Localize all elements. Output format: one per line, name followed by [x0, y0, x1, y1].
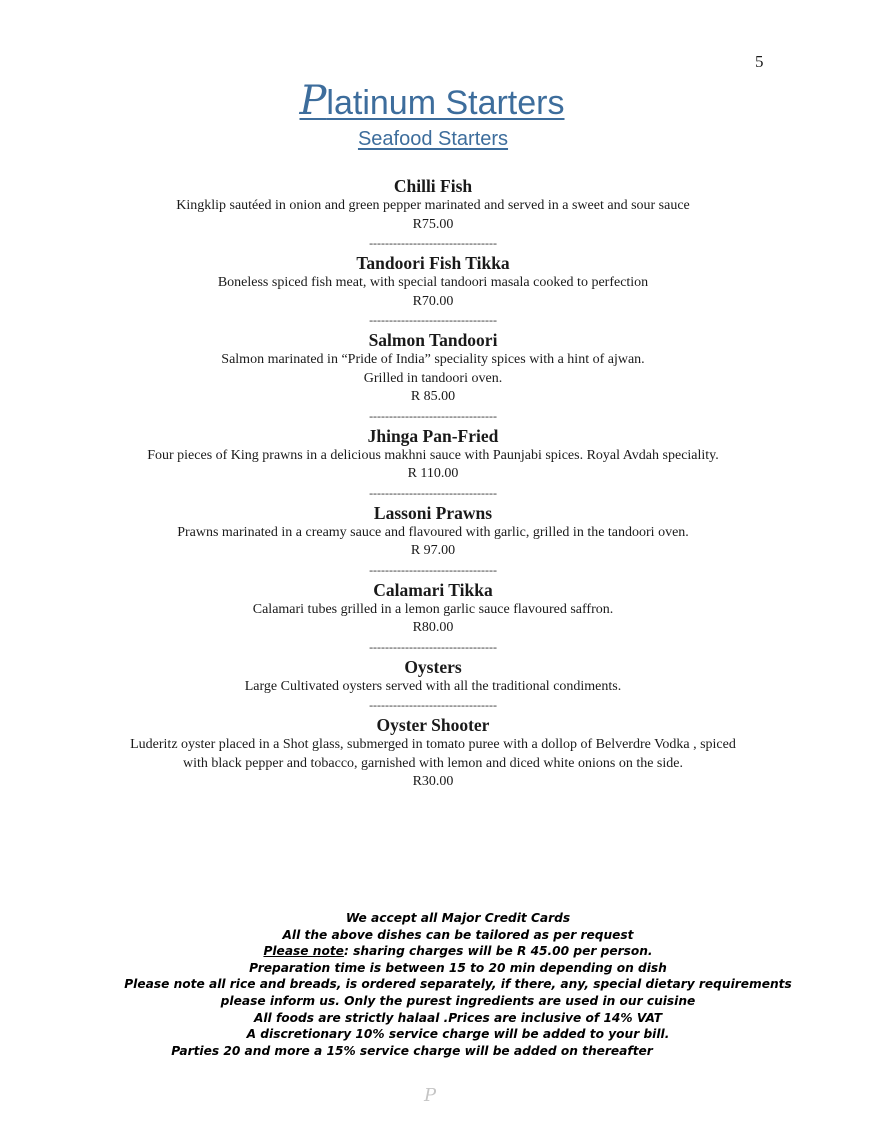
item-name: Jhinga Pan-Fried [367, 425, 499, 446]
item-description: Luderitz oyster placed in a Shot glass, submerged in tomato puree with a dollop of Belverdre Vodka , spiced [130, 737, 736, 752]
item-price: R 110.00 [407, 466, 459, 481]
footer-credit-cards: We accept all Major Credit Cards [345, 911, 571, 925]
item-description: Four pieces of King prawns in a delicious makhni sauce with Paunjabi spices. Royal Avdah speciality. [147, 447, 719, 463]
item-price: R 85.00 [410, 389, 456, 404]
item-name: Calamari Tikka [373, 579, 493, 600]
item-separator: -------------------------------- [369, 313, 497, 327]
page-title [299, 78, 564, 124]
menu-item [0, 714, 866, 792]
item-separator: -------------------------------- [369, 698, 497, 712]
footer-halaal: All foods are strictly halaal .Prices are inclusive of 14% VAT [253, 1010, 663, 1025]
item-description: Calamari tubes grilled in a lemon garlic sauce flavoured saffron. [252, 601, 614, 617]
title-block [0, 78, 870, 124]
menu-item [0, 252, 866, 329]
section-subtitle: Seafood Starters [357, 128, 509, 150]
item-name: Lassoni Prawns [373, 502, 493, 523]
title-rest: latinum Starters [326, 84, 565, 122]
item-description: Large Cultivated oysters served with all the traditional condiments. [244, 678, 622, 694]
menu-item [0, 656, 866, 715]
item-separator: -------------------------------- [369, 408, 497, 423]
menu-item [0, 579, 866, 656]
item-name: Tandoori Fish Tikka [356, 253, 510, 273]
item-description: Salmon marinated in “Pride of India” speciality spices with a hint of ajwan. [221, 352, 645, 367]
item-name: Oyster Shooter [376, 715, 490, 735]
footer-rice-breads: Please note all rice and breads, is ordered separately, if there, any, special dietary requirements [124, 977, 792, 992]
item-description: Boneless spiced fish meat, with special tandoori masala cooked to perfection [217, 275, 649, 290]
item-name: Oysters [404, 656, 462, 677]
watermark-logo: P [424, 1085, 437, 1106]
item-price: R70.00 [412, 293, 454, 309]
item-description: Grilled in tandoori oven. [363, 370, 503, 386]
title-initial: P [299, 78, 327, 124]
footer-sharing-line [0, 943, 870, 960]
item-separator: -------------------------------- [369, 236, 497, 250]
item-name: Salmon Tandoori [368, 330, 498, 350]
menu-item [0, 175, 866, 252]
item-name: Chilli Fish [393, 176, 473, 196]
menu-item [0, 502, 866, 579]
item-separator: -------------------------------- [369, 639, 497, 654]
item-separator: -------------------------------- [369, 485, 497, 500]
item-description: Kingklip sautéed in onion and green pepper marinated and served in a sweet and sour sauce [176, 198, 690, 213]
menu-item [0, 329, 866, 425]
item-price: R 97.00 [410, 543, 456, 558]
menu-list [0, 175, 866, 792]
item-price: R80.00 [412, 620, 454, 635]
footer-notes [0, 910, 870, 1059]
page-number: 5 [755, 52, 764, 71]
footer-service-charge: A discretionary 10% service charge will be added to your bill. [246, 1027, 670, 1042]
footer-inform: please inform us. Only the purest ingredients are used in our cuisine [220, 993, 696, 1008]
footer-preparation: Preparation time is between 15 to 20 min depending on dish [249, 960, 667, 975]
item-separator: -------------------------------- [369, 562, 497, 577]
item-price: R75.00 [412, 216, 454, 232]
please-note-label: Please note [263, 944, 344, 959]
item-price: R30.00 [412, 774, 454, 789]
footer-parties: Parties 20 and more a 15% service charge will be added on thereafter [171, 1043, 653, 1058]
menu-item [0, 425, 866, 502]
sharing-charges-text: : sharing charges will be R 45.00 per person. [343, 944, 653, 959]
item-description: Prawns marinated in a creamy sauce and flavoured with garlic, grilled in the tandoori oven. [177, 524, 689, 540]
footer-tailored: All the above dishes can be tailored as per request [282, 927, 634, 942]
item-description: with black pepper and tobacco, garnished with lemon and diced white onions on the side. [183, 755, 683, 771]
